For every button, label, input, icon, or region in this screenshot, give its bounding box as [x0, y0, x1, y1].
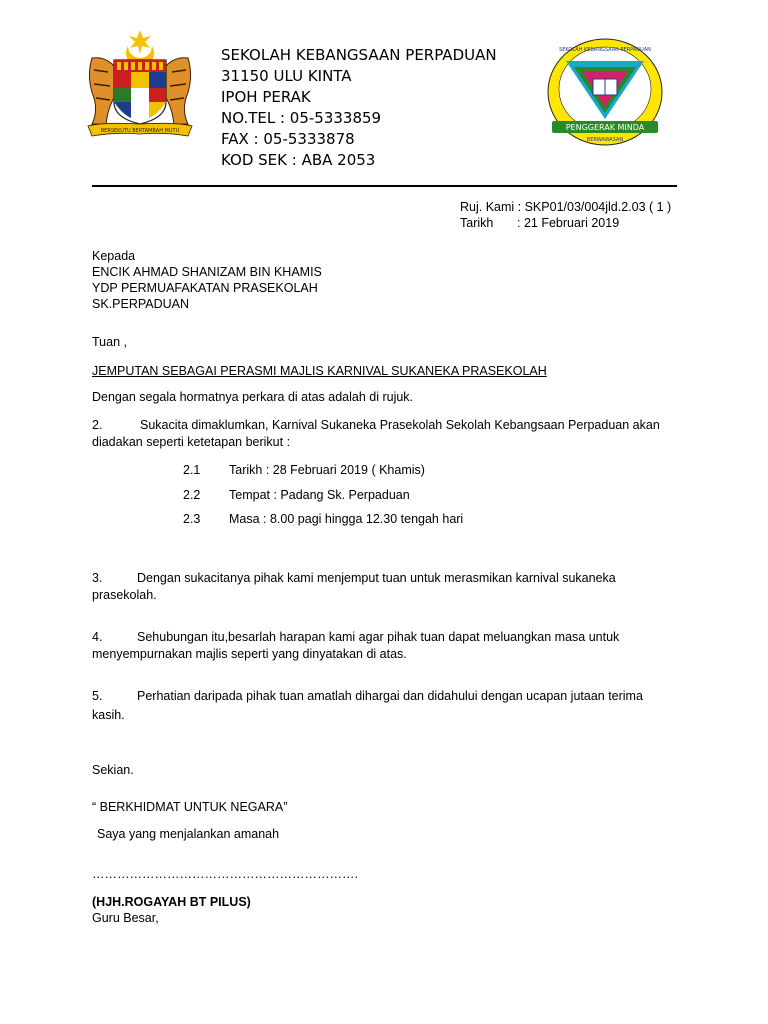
letter-subject: JEMPUTAN SEBAGAI PERASMI MAJLIS KARNIVAL SUKANEKA PRASEKOLAH — [92, 364, 547, 378]
school-crest-icon — [546, 37, 664, 147]
para2-number: 2. — [92, 418, 103, 432]
recipient-org: SK.PERPADUAN — [92, 297, 190, 311]
para4-number: 4. — [92, 630, 103, 644]
detail-text: Masa : 8.00 pagi hingga 12.30 tengah hari — [229, 512, 464, 526]
detail-number: 2.2 — [183, 488, 201, 502]
header-divider — [92, 185, 677, 187]
detail-text: Tempat : Padang Sk. Perpaduan — [229, 488, 410, 502]
intro-paragraph: Dengan segala hormatnya perkara di atas adalah di rujuk. — [92, 390, 414, 404]
closing-sekian: Sekian. — [92, 763, 134, 777]
para4-line1: Sehubungan itu,besarlah harapan kami agar pihak tuan dapat meluangkan masa untuk — [137, 630, 620, 644]
reference-number: Ruj. Kami : SKP01/03/004jld.2.03 ( 1 ) — [460, 200, 672, 214]
date-value: : 21 Februari 2019 — [517, 216, 620, 230]
para2-line2: diadakan seperti ketetapan berikut : — [92, 435, 291, 449]
school-fax: FAX : 05-5333878 — [221, 130, 355, 148]
para2-line1: Sukacita dimaklumkan, Karnival Sukaneka Prasekolah Sekolah Kebangsaan Perpaduan akan — [140, 418, 660, 432]
school-city-state: IPOH PERAK — [221, 88, 311, 106]
closing-amanah: Saya yang menjalankan amanah — [97, 827, 280, 841]
school-name: SEKOLAH KEBANGSAAN PERPADUAN — [221, 46, 497, 64]
school-tel: NO.TEL : 05-5333859 — [221, 109, 382, 127]
para4-line2: menyempurnakan majlis seperti yang dinyatakan di atas. — [92, 647, 407, 661]
closing-slogan: “ BERKHIDMAT UNTUK NEGARA” — [92, 800, 288, 814]
svg-text:PENGGERAK MINDA: PENGGERAK MINDA — [565, 123, 645, 132]
detail-text: Tarikh : 28 Februari 2019 ( Khamis) — [229, 463, 425, 477]
recipient-name: ENCIK AHMAD SHANIZAM BIN KHAMIS — [92, 265, 322, 279]
detail-number: 2.1 — [183, 463, 201, 477]
para5-line1: Perhatian daripada pihak tuan amatlah dihargai dan didahului dengan ucapan jutaan terima — [137, 689, 643, 703]
school-postcode-city: 31150 ULU KINTA — [221, 67, 352, 85]
date-label: Tarikh — [460, 216, 494, 230]
coat-of-arms-icon — [84, 28, 196, 140]
svg-text:BERWAWASAN: BERWAWASAN — [586, 137, 624, 143]
coat-of-arms-logo — [84, 28, 196, 140]
svg-text:BERSEKUTU BERTAMBAH MUTU: BERSEKUTU BERTAMBAH MUTU — [100, 128, 180, 134]
salutation: Tuan , — [92, 335, 127, 349]
signatory-title: Guru Besar, — [92, 911, 159, 925]
recipient-kepada: Kepada — [92, 249, 136, 263]
school-crest-logo — [546, 37, 664, 147]
para3-line1: Dengan sukacitanya pihak kami menjemput tuan untuk merasmikan karnival sukaneka — [137, 571, 616, 585]
svg-text:SEKOLAH KEBANGSAAN PERPADUAN: SEKOLAH KEBANGSAAN PERPADUAN — [559, 47, 651, 53]
school-code: KOD SEK : ABA 2053 — [221, 151, 376, 169]
para5-line2: kasih. — [92, 708, 125, 722]
recipient-position: YDP PERMUAFAKATAN PRASEKOLAH — [92, 281, 318, 295]
detail-number: 2.3 — [183, 512, 201, 526]
para3-line2: prasekolah. — [92, 588, 157, 602]
signature-line: ………………………………………………………. — [92, 867, 358, 881]
para3-number: 3. — [92, 571, 103, 585]
para5-number: 5. — [92, 689, 103, 703]
signatory-name: (HJH.ROGAYAH BT PILUS) — [92, 895, 251, 909]
